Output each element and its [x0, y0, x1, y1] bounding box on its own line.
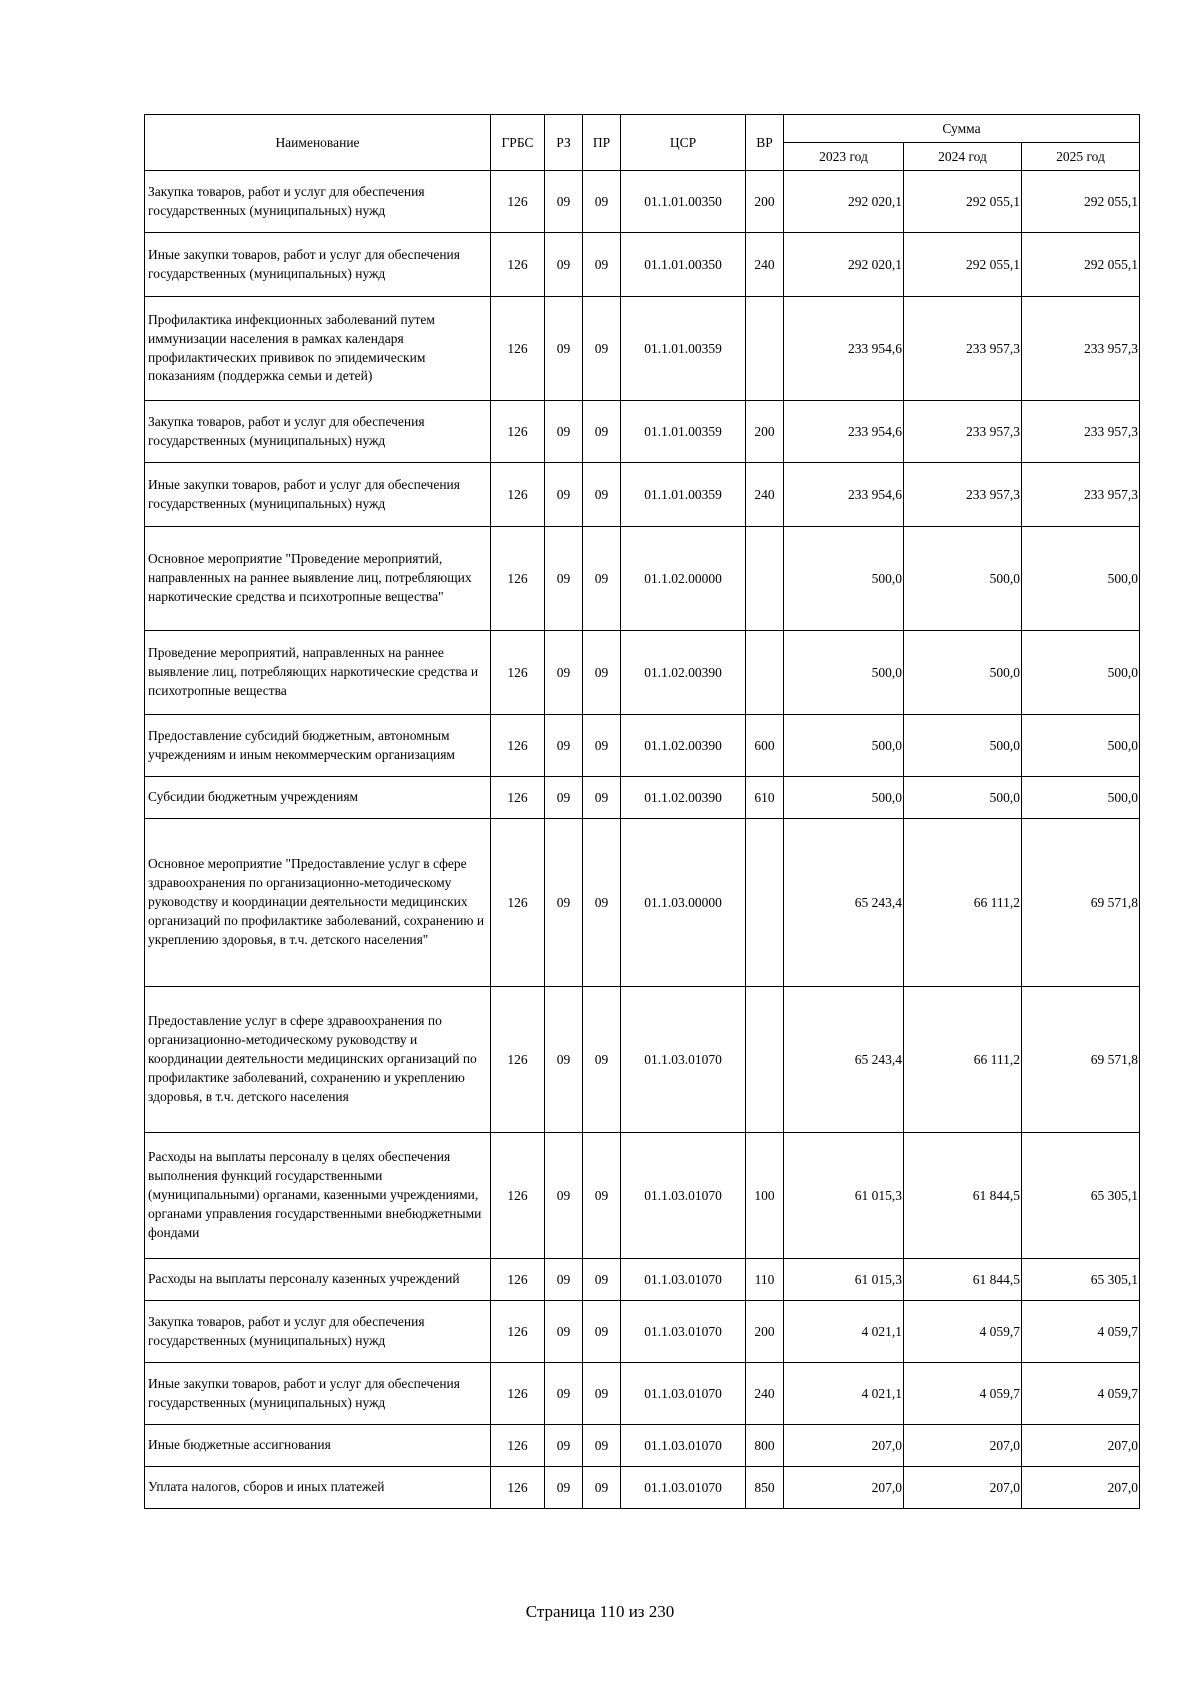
cell-sum-2024: 61 844,5 [904, 1133, 1022, 1259]
cell-name: Предоставление услуг в сфере здравоохранения по организационно-методическому руководству и координации деятельности медицинских организаций по профилактике заболеваний, сохранению и укреплению здоровья, в т.ч. детского населения [145, 987, 491, 1133]
cell-grbs: 126 [491, 171, 545, 233]
cell-grbs: 126 [491, 1259, 545, 1301]
header-vr: ВР [746, 115, 784, 171]
cell-vr [746, 631, 784, 715]
cell-vr: 200 [746, 171, 784, 233]
cell-pr: 09 [583, 777, 621, 819]
cell-sum-2023: 61 015,3 [784, 1133, 904, 1259]
cell-csr: 01.1.02.00000 [621, 527, 746, 631]
cell-sum-2024: 292 055,1 [904, 233, 1022, 297]
cell-pr: 09 [583, 819, 621, 987]
cell-sum-2025: 69 571,8 [1022, 987, 1140, 1133]
table-row [145, 1425, 1140, 1467]
cell-vr: 600 [746, 715, 784, 777]
cell-sum-2024: 233 957,3 [904, 401, 1022, 463]
cell-pr: 09 [583, 297, 621, 401]
table-row [145, 1259, 1140, 1301]
cell-vr: 850 [746, 1467, 784, 1509]
cell-grbs: 126 [491, 1425, 545, 1467]
table-body [145, 171, 1140, 1509]
page-number: Страница 110 из 230 [525, 1602, 675, 1621]
cell-sum-2023: 4 021,1 [784, 1301, 904, 1363]
cell-sum-2023: 292 020,1 [784, 233, 904, 297]
budget-table [144, 114, 1140, 1509]
cell-grbs: 126 [491, 1133, 545, 1259]
cell-csr: 01.1.01.00350 [621, 171, 746, 233]
header-grbs: ГРБС [491, 115, 545, 171]
cell-sum-2025: 500,0 [1022, 715, 1140, 777]
cell-sum-2024: 500,0 [904, 527, 1022, 631]
cell-name: Профилактика инфекционных заболеваний путем иммунизации населения в рамках календаря профилактических прививок по эпидемическим показаниям (поддержка семьи и детей) [145, 297, 491, 401]
cell-pr: 09 [583, 1363, 621, 1425]
cell-grbs: 126 [491, 819, 545, 987]
cell-rz: 09 [545, 1133, 583, 1259]
cell-csr: 01.1.03.01070 [621, 1301, 746, 1363]
cell-sum-2023: 500,0 [784, 527, 904, 631]
cell-vr: 800 [746, 1425, 784, 1467]
cell-pr: 09 [583, 1467, 621, 1509]
cell-rz: 09 [545, 715, 583, 777]
cell-name: Предоставление субсидий бюджетным, автономным учреждениям и иным некоммерческим организациям [145, 715, 491, 777]
cell-csr: 01.1.01.00359 [621, 463, 746, 527]
cell-name: Расходы на выплаты персоналу казенных учреждений [145, 1259, 491, 1301]
cell-vr: 100 [746, 1133, 784, 1259]
cell-name: Иные закупки товаров, работ и услуг для обеспечения государственных (муниципальных) нужд [145, 1363, 491, 1425]
cell-sum-2023: 233 954,6 [784, 401, 904, 463]
cell-grbs: 126 [491, 401, 545, 463]
cell-pr: 09 [583, 987, 621, 1133]
cell-sum-2025: 233 957,3 [1022, 297, 1140, 401]
cell-grbs: 126 [491, 777, 545, 819]
cell-sum-2025: 207,0 [1022, 1467, 1140, 1509]
cell-pr: 09 [583, 1133, 621, 1259]
table-row [145, 987, 1140, 1133]
cell-sum-2025: 65 305,1 [1022, 1133, 1140, 1259]
cell-sum-2024: 4 059,7 [904, 1301, 1022, 1363]
cell-csr: 01.1.01.00350 [621, 233, 746, 297]
cell-csr: 01.1.01.00359 [621, 401, 746, 463]
cell-vr: 200 [746, 401, 784, 463]
table-row [145, 1133, 1140, 1259]
cell-grbs: 126 [491, 715, 545, 777]
cell-name: Иные закупки товаров, работ и услуг для обеспечения государственных (муниципальных) нужд [145, 463, 491, 527]
cell-sum-2023: 500,0 [784, 777, 904, 819]
cell-name: Проведение мероприятий, направленных на раннее выявление лиц, потребляющих наркотические средства и психотропные вещества [145, 631, 491, 715]
cell-rz: 09 [545, 1301, 583, 1363]
cell-sum-2023: 292 020,1 [784, 171, 904, 233]
cell-rz: 09 [545, 401, 583, 463]
cell-sum-2025: 65 305,1 [1022, 1259, 1140, 1301]
cell-sum-2024: 66 111,2 [904, 819, 1022, 987]
cell-sum-2023: 65 243,4 [784, 819, 904, 987]
cell-csr: 01.1.03.01070 [621, 1133, 746, 1259]
cell-sum-2023: 207,0 [784, 1467, 904, 1509]
table-row [145, 715, 1140, 777]
cell-grbs: 126 [491, 987, 545, 1133]
header-csr: ЦСР [621, 115, 746, 171]
cell-csr: 01.1.03.01070 [621, 1467, 746, 1509]
table-row [145, 819, 1140, 987]
cell-sum-2024: 66 111,2 [904, 987, 1022, 1133]
cell-rz: 09 [545, 1259, 583, 1301]
cell-rz: 09 [545, 777, 583, 819]
cell-sum-2023: 207,0 [784, 1425, 904, 1467]
header-rz: РЗ [545, 115, 583, 171]
cell-pr: 09 [583, 631, 621, 715]
cell-name: Закупка товаров, работ и услуг для обеспечения государственных (муниципальных) нужд [145, 401, 491, 463]
cell-csr: 01.1.02.00390 [621, 715, 746, 777]
cell-sum-2025: 4 059,7 [1022, 1363, 1140, 1425]
table-row [145, 1301, 1140, 1363]
cell-rz: 09 [545, 987, 583, 1133]
header-pr: ПР [583, 115, 621, 171]
cell-csr: 01.1.01.00359 [621, 297, 746, 401]
cell-name: Иные бюджетные ассигнования [145, 1425, 491, 1467]
cell-pr: 09 [583, 715, 621, 777]
cell-sum-2023: 65 243,4 [784, 987, 904, 1133]
cell-sum-2024: 207,0 [904, 1425, 1022, 1467]
cell-csr: 01.1.02.00390 [621, 777, 746, 819]
cell-pr: 09 [583, 1301, 621, 1363]
cell-grbs: 126 [491, 1467, 545, 1509]
cell-vr [746, 819, 784, 987]
cell-sum-2024: 292 055,1 [904, 171, 1022, 233]
table-row [145, 777, 1140, 819]
cell-csr: 01.1.03.00000 [621, 819, 746, 987]
cell-name: Субсидии бюджетным учреждениям [145, 777, 491, 819]
cell-sum-2025: 500,0 [1022, 527, 1140, 631]
cell-sum-2024: 233 957,3 [904, 463, 1022, 527]
cell-sum-2023: 233 954,6 [784, 297, 904, 401]
cell-sum-2024: 233 957,3 [904, 297, 1022, 401]
cell-sum-2024: 500,0 [904, 631, 1022, 715]
cell-name: Закупка товаров, работ и услуг для обеспечения государственных (муниципальных) нужд [145, 1301, 491, 1363]
table-row [145, 233, 1140, 297]
cell-vr: 110 [746, 1259, 784, 1301]
cell-sum-2024: 4 059,7 [904, 1363, 1022, 1425]
cell-rz: 09 [545, 1425, 583, 1467]
cell-vr: 240 [746, 233, 784, 297]
table-row [145, 463, 1140, 527]
cell-name: Иные закупки товаров, работ и услуг для обеспечения государственных (муниципальных) нужд [145, 233, 491, 297]
cell-rz: 09 [545, 631, 583, 715]
cell-sum-2024: 207,0 [904, 1467, 1022, 1509]
cell-vr: 200 [746, 1301, 784, 1363]
cell-sum-2025: 233 957,3 [1022, 463, 1140, 527]
cell-sum-2024: 500,0 [904, 777, 1022, 819]
cell-sum-2025: 292 055,1 [1022, 171, 1140, 233]
cell-vr [746, 527, 784, 631]
cell-sum-2025: 292 055,1 [1022, 233, 1140, 297]
cell-sum-2023: 500,0 [784, 715, 904, 777]
header-name: Наименование [145, 115, 491, 171]
header-year-2023: 2023 год [784, 143, 904, 171]
cell-pr: 09 [583, 401, 621, 463]
cell-rz: 09 [545, 1467, 583, 1509]
table-row [145, 631, 1140, 715]
cell-name: Основное мероприятие "Предоставление услуг в сфере здравоохранения по организационно-методическому руководству и координации деятельности медицинских организаций по профилактике заболеваний, сохранению и укреплению здоровья, в т.ч. детского населения" [145, 819, 491, 987]
cell-sum-2024: 500,0 [904, 715, 1022, 777]
cell-vr: 240 [746, 1363, 784, 1425]
cell-grbs: 126 [491, 631, 545, 715]
table-row [145, 401, 1140, 463]
cell-rz: 09 [545, 297, 583, 401]
cell-sum-2023: 233 954,6 [784, 463, 904, 527]
cell-sum-2023: 500,0 [784, 631, 904, 715]
cell-csr: 01.1.03.01070 [621, 987, 746, 1133]
cell-pr: 09 [583, 233, 621, 297]
cell-grbs: 126 [491, 463, 545, 527]
cell-sum-2025: 69 571,8 [1022, 819, 1140, 987]
cell-sum-2023: 61 015,3 [784, 1259, 904, 1301]
header-year-2025: 2025 год [1022, 143, 1140, 171]
cell-grbs: 126 [491, 233, 545, 297]
table-header [145, 115, 1140, 171]
table-row [145, 297, 1140, 401]
cell-vr: 610 [746, 777, 784, 819]
cell-sum-2025: 500,0 [1022, 777, 1140, 819]
cell-name: Закупка товаров, работ и услуг для обеспечения государственных (муниципальных) нужд [145, 171, 491, 233]
table-row [145, 527, 1140, 631]
table-row [145, 1363, 1140, 1425]
cell-grbs: 126 [491, 297, 545, 401]
cell-name: Расходы на выплаты персоналу в целях обеспечения выполнения функций государственными (муниципальными) органами, казенными учреждениями, органами управления государственными внебюджетными фондами [145, 1133, 491, 1259]
cell-sum-2025: 207,0 [1022, 1425, 1140, 1467]
cell-pr: 09 [583, 527, 621, 631]
cell-rz: 09 [545, 527, 583, 631]
cell-sum-2025: 500,0 [1022, 631, 1140, 715]
cell-vr [746, 297, 784, 401]
header-year-2024: 2024 год [904, 143, 1022, 171]
cell-rz: 09 [545, 463, 583, 527]
cell-pr: 09 [583, 1259, 621, 1301]
cell-name: Основное мероприятие "Проведение мероприятий, направленных на раннее выявление лиц, потребляющих наркотические средства и психотропные вещества" [145, 527, 491, 631]
cell-sum-2023: 4 021,1 [784, 1363, 904, 1425]
cell-csr: 01.1.03.01070 [621, 1425, 746, 1467]
cell-sum-2024: 61 844,5 [904, 1259, 1022, 1301]
cell-rz: 09 [545, 171, 583, 233]
cell-grbs: 126 [491, 527, 545, 631]
cell-csr: 01.1.02.00390 [621, 631, 746, 715]
cell-csr: 01.1.03.01070 [621, 1259, 746, 1301]
cell-pr: 09 [583, 171, 621, 233]
cell-vr: 240 [746, 463, 784, 527]
table-row [145, 1467, 1140, 1509]
cell-name: Уплата налогов, сборов и иных платежей [145, 1467, 491, 1509]
cell-csr: 01.1.03.01070 [621, 1363, 746, 1425]
cell-vr [746, 987, 784, 1133]
cell-sum-2025: 4 059,7 [1022, 1301, 1140, 1363]
cell-grbs: 126 [491, 1301, 545, 1363]
table-row [145, 171, 1140, 233]
cell-rz: 09 [545, 233, 583, 297]
header-sum: Сумма [784, 115, 1140, 143]
cell-rz: 09 [545, 1363, 583, 1425]
cell-rz: 09 [545, 819, 583, 987]
cell-grbs: 126 [491, 1363, 545, 1425]
cell-sum-2025: 233 957,3 [1022, 401, 1140, 463]
cell-pr: 09 [583, 463, 621, 527]
cell-pr: 09 [583, 1425, 621, 1467]
